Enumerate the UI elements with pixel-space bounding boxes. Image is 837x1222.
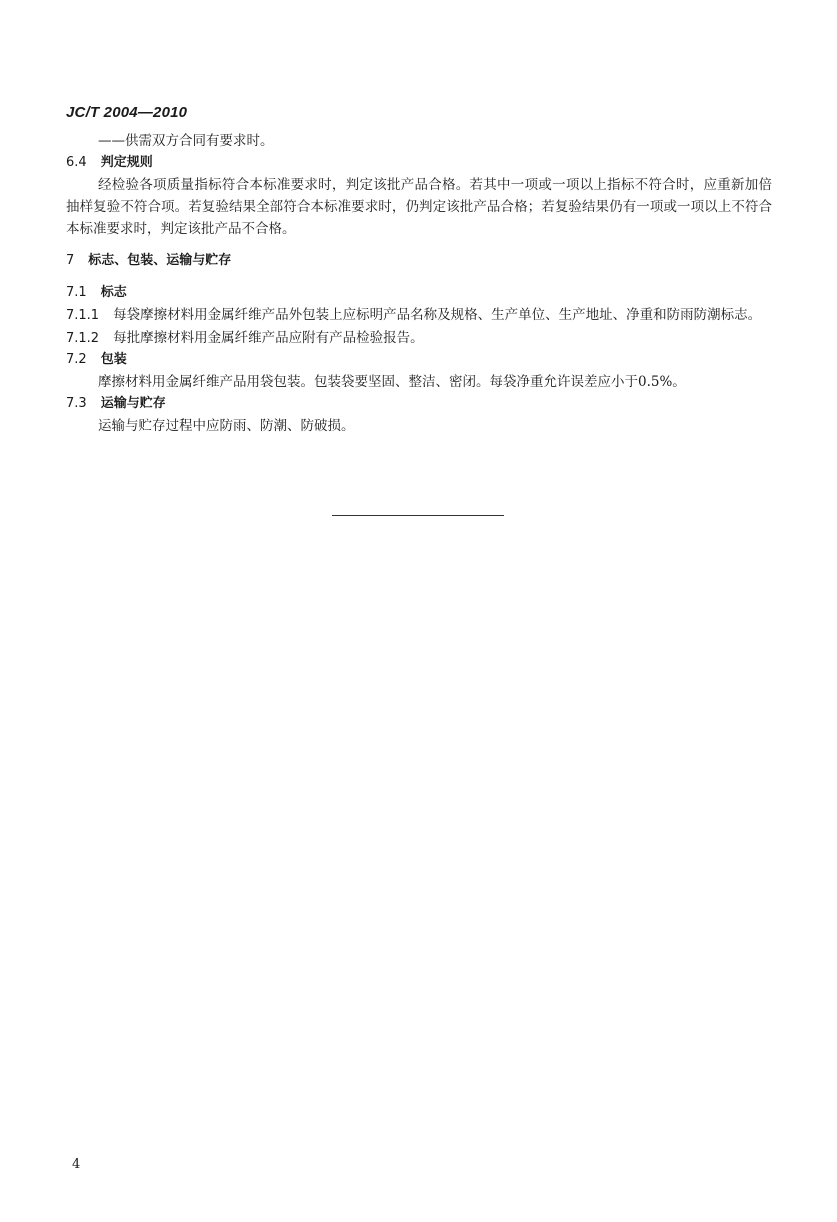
section-7-2-heading (66, 349, 772, 371)
section-number: 7.3 (66, 396, 87, 411)
section-7-3-heading (66, 393, 772, 415)
clause-text: 每袋摩擦材料用金属纤维产品外包装上应标明产品名称及规格、生产单位、生产地址、净重和防雨防潮标志。 (113, 307, 762, 323)
section-7-heading (66, 250, 772, 272)
section-7-3-text: 运输与贮存过程中应防雨、防潮、防破损。 (98, 418, 355, 434)
section-title: 判定规则 (100, 155, 153, 170)
clause-number: 7.1.2 (66, 331, 100, 346)
clause-text: 每批摩擦材料用金属纤维产品应附有产品检验报告。 (113, 330, 424, 346)
dash-item: ——供需双方合同有要求时。 (98, 133, 274, 149)
section-7-1-heading (66, 282, 772, 304)
section-7-1-1 (66, 304, 772, 327)
section-title: 运输与贮存 (100, 396, 166, 411)
section-6-4-heading (66, 152, 772, 174)
section-number: 7 (66, 253, 75, 268)
section-6-4-text: 经检验各项质量指标符合本标准要求时，判定该批产品合格。若其中一项或一项以上指标不符合时，应重新加倍抽样复验不符合项。若复验结果全部符合本标准要求时，仍判定该批产品合格；若复验结果仍有一项或一项以上不符合本标准要求时，判定该批产品不合格。 (66, 177, 772, 237)
section-title: 标志 (100, 285, 127, 300)
section-7-1-2 (66, 327, 772, 349)
clause-number: 7.1.1 (66, 308, 100, 323)
page-number: 4 (72, 1157, 81, 1172)
section-title: 包装 (100, 352, 127, 367)
section-number: 7.2 (66, 352, 87, 367)
section-title: 标志、包装、运输与贮存 (88, 253, 232, 268)
standard-code: JC/T 2004—2010 (66, 104, 188, 121)
section-number: 7.1 (66, 285, 87, 300)
document-body (66, 130, 772, 437)
end-of-document-rule (332, 515, 504, 516)
section-number: 6.4 (66, 155, 87, 170)
section-7-2-text: 摩擦材料用金属纤维产品用袋包装。包装袋要坚固、整洁、密闭。每袋净重允许误差应小于0.5%。 (98, 374, 686, 390)
